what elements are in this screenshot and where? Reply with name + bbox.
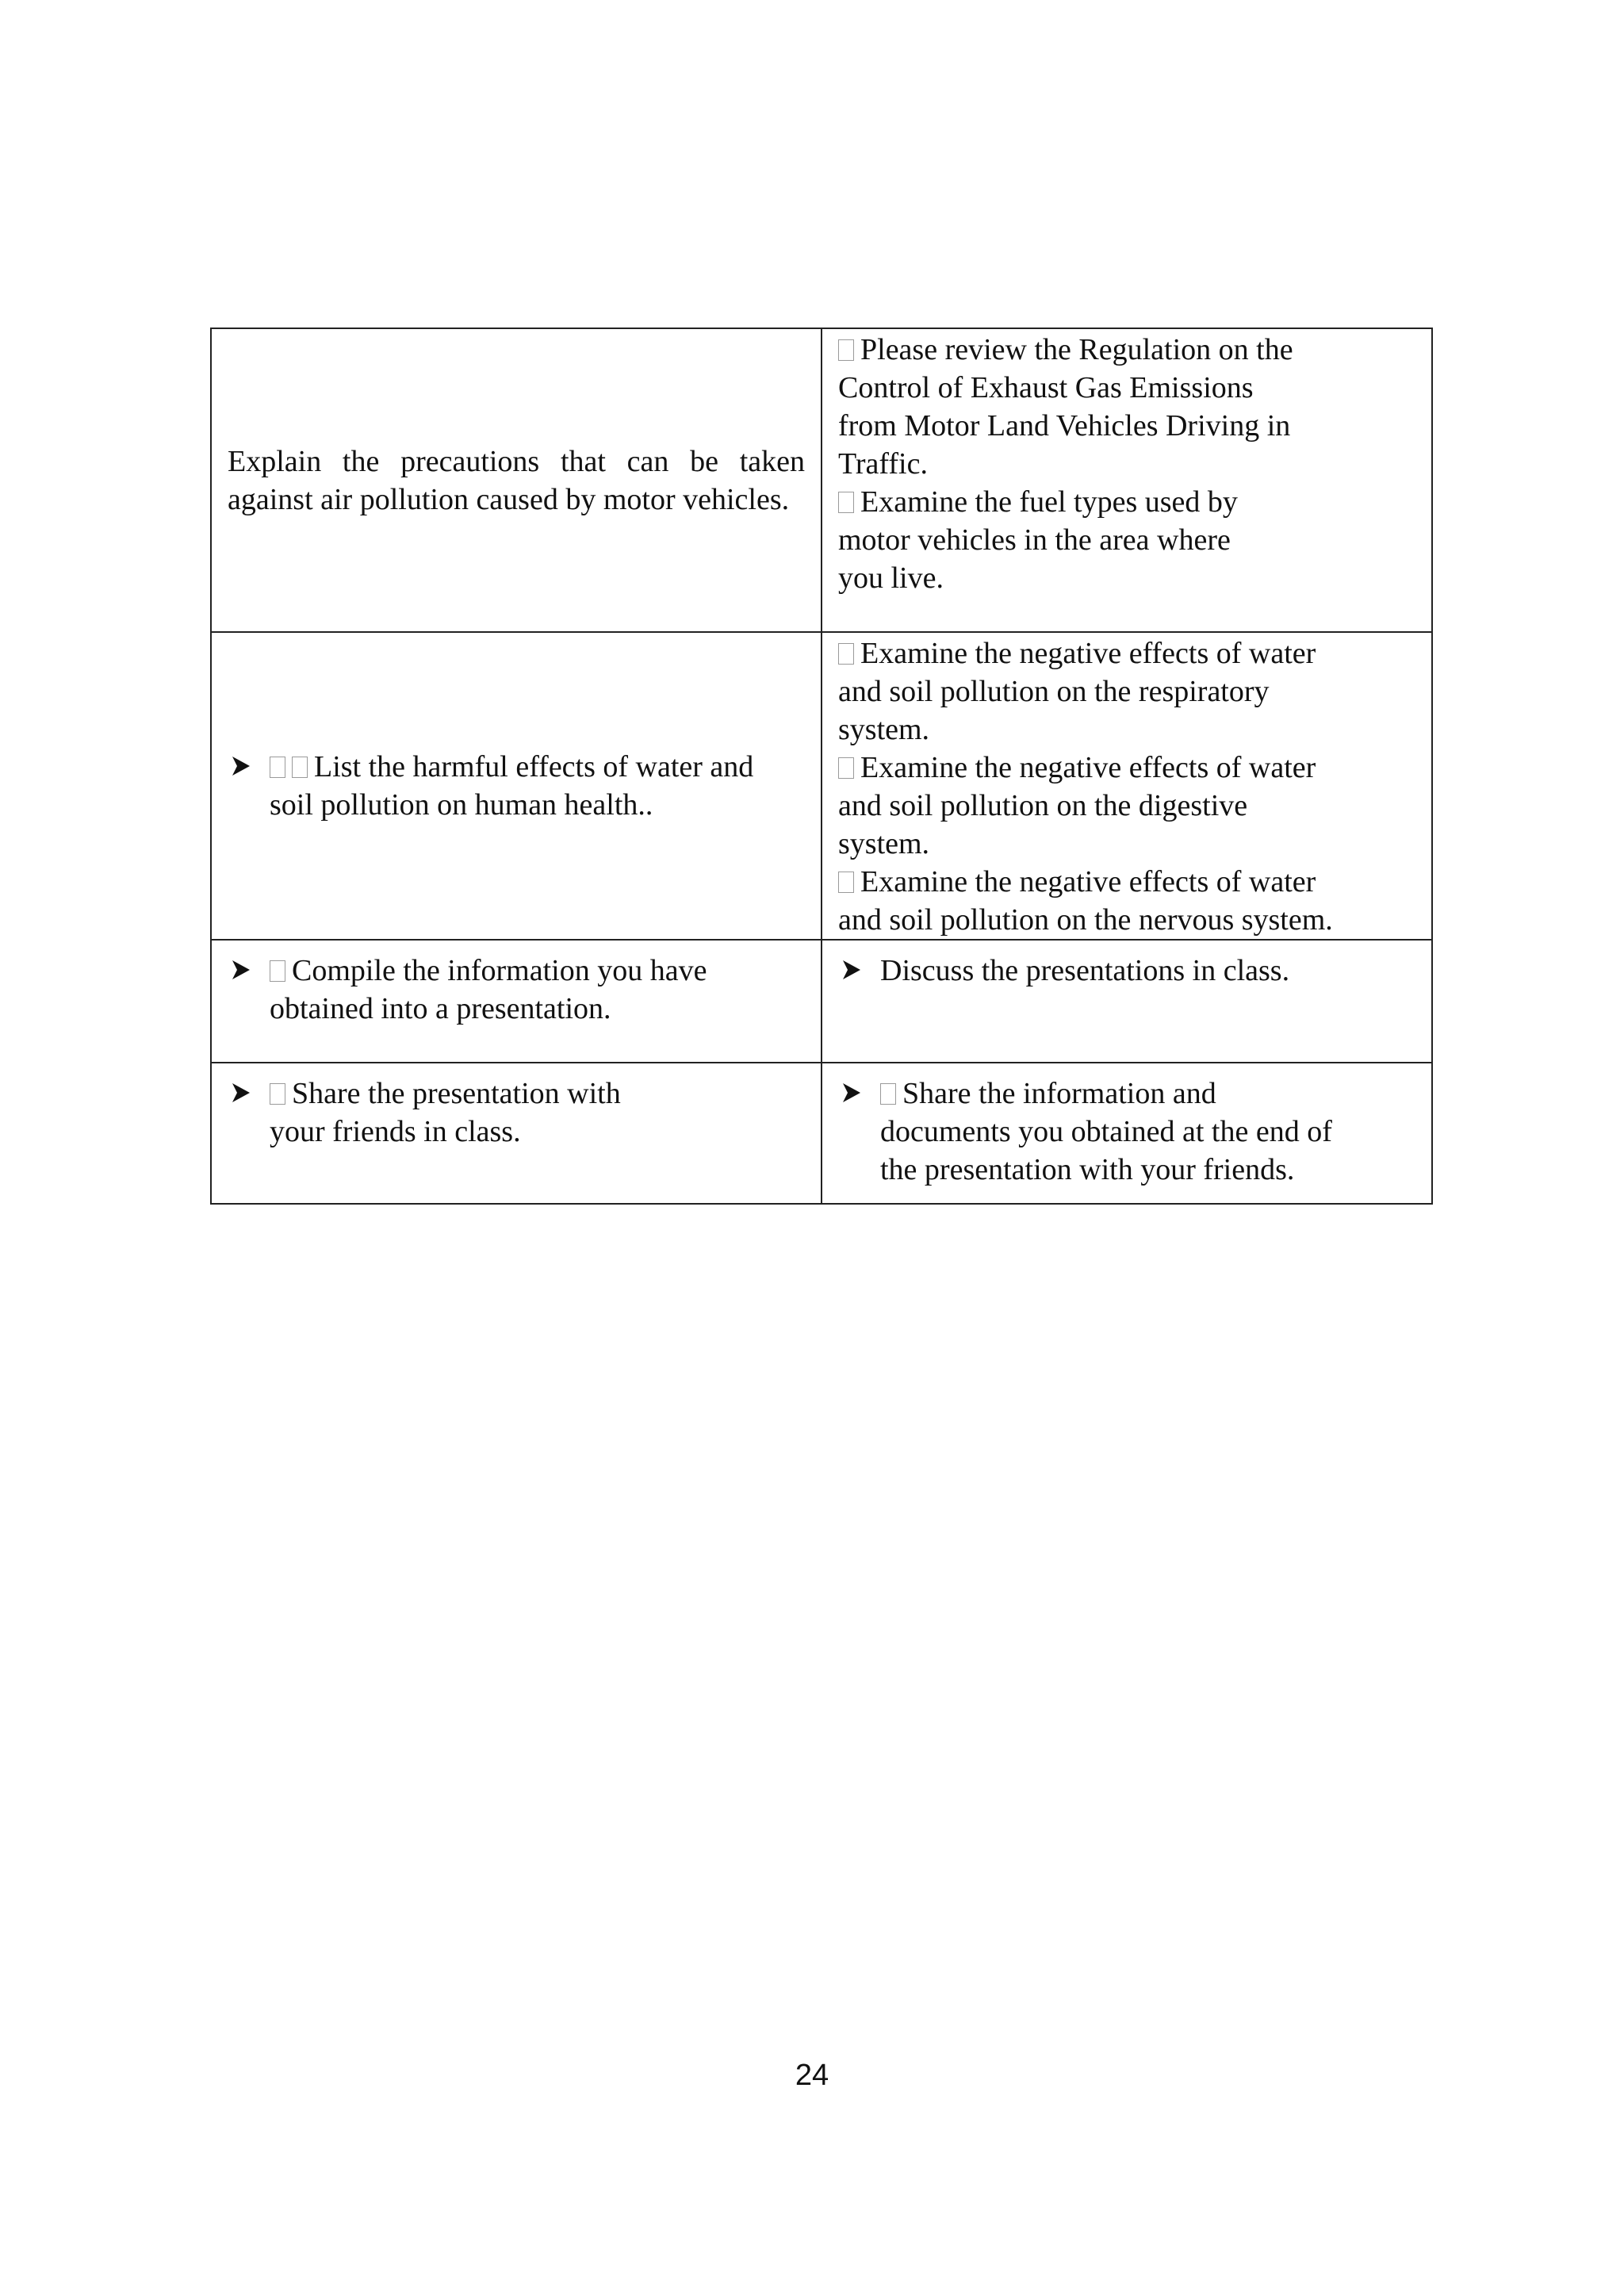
list-line bbox=[838, 483, 1415, 521]
row2-right-cell bbox=[822, 632, 1432, 940]
row1-left-text: Explain the precautions that can be taken against air pollution caused by motor vehicles. bbox=[228, 444, 805, 516]
line-text: Examine the negative effects of water bbox=[860, 637, 1316, 670]
row1-right-cell bbox=[822, 328, 1432, 632]
missing-glyph-icon bbox=[270, 960, 285, 982]
list-line: from Motor Land Vehicles Driving in bbox=[838, 409, 1291, 442]
list-line: system. bbox=[838, 827, 930, 860]
bullet-item bbox=[228, 1075, 805, 1151]
list-line: and soil pollution on the respiratory bbox=[838, 675, 1270, 708]
row3-left-cell bbox=[211, 940, 822, 1063]
list-line: your friends in class. bbox=[270, 1115, 521, 1148]
list-line: documents you obtained at the end of bbox=[880, 1115, 1332, 1148]
bullet-item bbox=[838, 952, 1415, 990]
list-line bbox=[838, 331, 1415, 369]
missing-glyph-icon bbox=[292, 757, 308, 778]
list-line: and soil pollution on the digestive bbox=[838, 789, 1248, 822]
line-text: List the harmful effects of water and bbox=[314, 750, 754, 783]
arrowhead-bullet-icon bbox=[232, 757, 250, 776]
missing-glyph-icon bbox=[270, 1083, 285, 1105]
missing-glyph-icon bbox=[838, 872, 854, 893]
list-line: and soil pollution on the nervous system. bbox=[838, 903, 1333, 937]
missing-glyph-icon bbox=[270, 757, 285, 778]
arrowhead-bullet-icon bbox=[232, 960, 250, 979]
list-line bbox=[838, 863, 1415, 901]
line-text: Examine the negative effects of water bbox=[860, 865, 1316, 898]
list-line: Discuss the presentations in class. bbox=[880, 954, 1290, 987]
row1-left-cell bbox=[211, 328, 822, 632]
row4-left-cell bbox=[211, 1063, 822, 1204]
missing-glyph-icon bbox=[880, 1083, 896, 1105]
list-line: soil pollution on human health.. bbox=[270, 788, 653, 822]
line-text: Please review the Regulation on the bbox=[860, 333, 1293, 366]
list-line: the presentation with your friends. bbox=[880, 1153, 1295, 1186]
missing-glyph-icon bbox=[838, 339, 854, 361]
missing-glyph-icon bbox=[838, 757, 854, 779]
line-text: Compile the information you have bbox=[292, 954, 707, 987]
list-line: Traffic. bbox=[838, 447, 928, 481]
missing-glyph-icon bbox=[838, 492, 854, 513]
arrowhead-bullet-icon bbox=[843, 1083, 860, 1102]
table-row bbox=[211, 328, 1432, 632]
line-text: Examine the fuel types used by bbox=[860, 485, 1238, 519]
list-line bbox=[838, 634, 1415, 672]
list-line bbox=[880, 1075, 1415, 1113]
list-line: obtained into a presentation. bbox=[270, 992, 611, 1025]
page-number: 24 bbox=[795, 2059, 829, 2092]
bullet-item bbox=[228, 748, 805, 824]
list-line: system. bbox=[838, 713, 930, 746]
arrowhead-bullet-icon bbox=[843, 960, 860, 979]
row2-left-cell bbox=[211, 632, 822, 940]
table-row bbox=[211, 1063, 1432, 1204]
line-text: Examine the negative effects of water bbox=[860, 751, 1316, 784]
list-line: motor vehicles in the area where bbox=[838, 523, 1231, 557]
row4-right-cell bbox=[822, 1063, 1432, 1204]
line-text: Share the presentation with bbox=[292, 1077, 621, 1110]
activity-table bbox=[210, 328, 1433, 1205]
list-line bbox=[270, 952, 805, 990]
list-line: you live. bbox=[838, 561, 944, 595]
bullet-item bbox=[228, 952, 805, 1028]
line-text: Share the information and bbox=[902, 1077, 1216, 1110]
row3-right-cell bbox=[822, 940, 1432, 1063]
arrowhead-bullet-icon bbox=[232, 1083, 250, 1102]
list-line bbox=[270, 1075, 805, 1113]
table-row bbox=[211, 632, 1432, 940]
list-line bbox=[838, 749, 1415, 787]
table-row bbox=[211, 940, 1432, 1063]
missing-glyph-icon bbox=[838, 643, 854, 665]
list-line: Control of Exhaust Gas Emissions bbox=[838, 371, 1254, 404]
bullet-item bbox=[838, 1075, 1415, 1189]
list-line bbox=[270, 748, 805, 786]
